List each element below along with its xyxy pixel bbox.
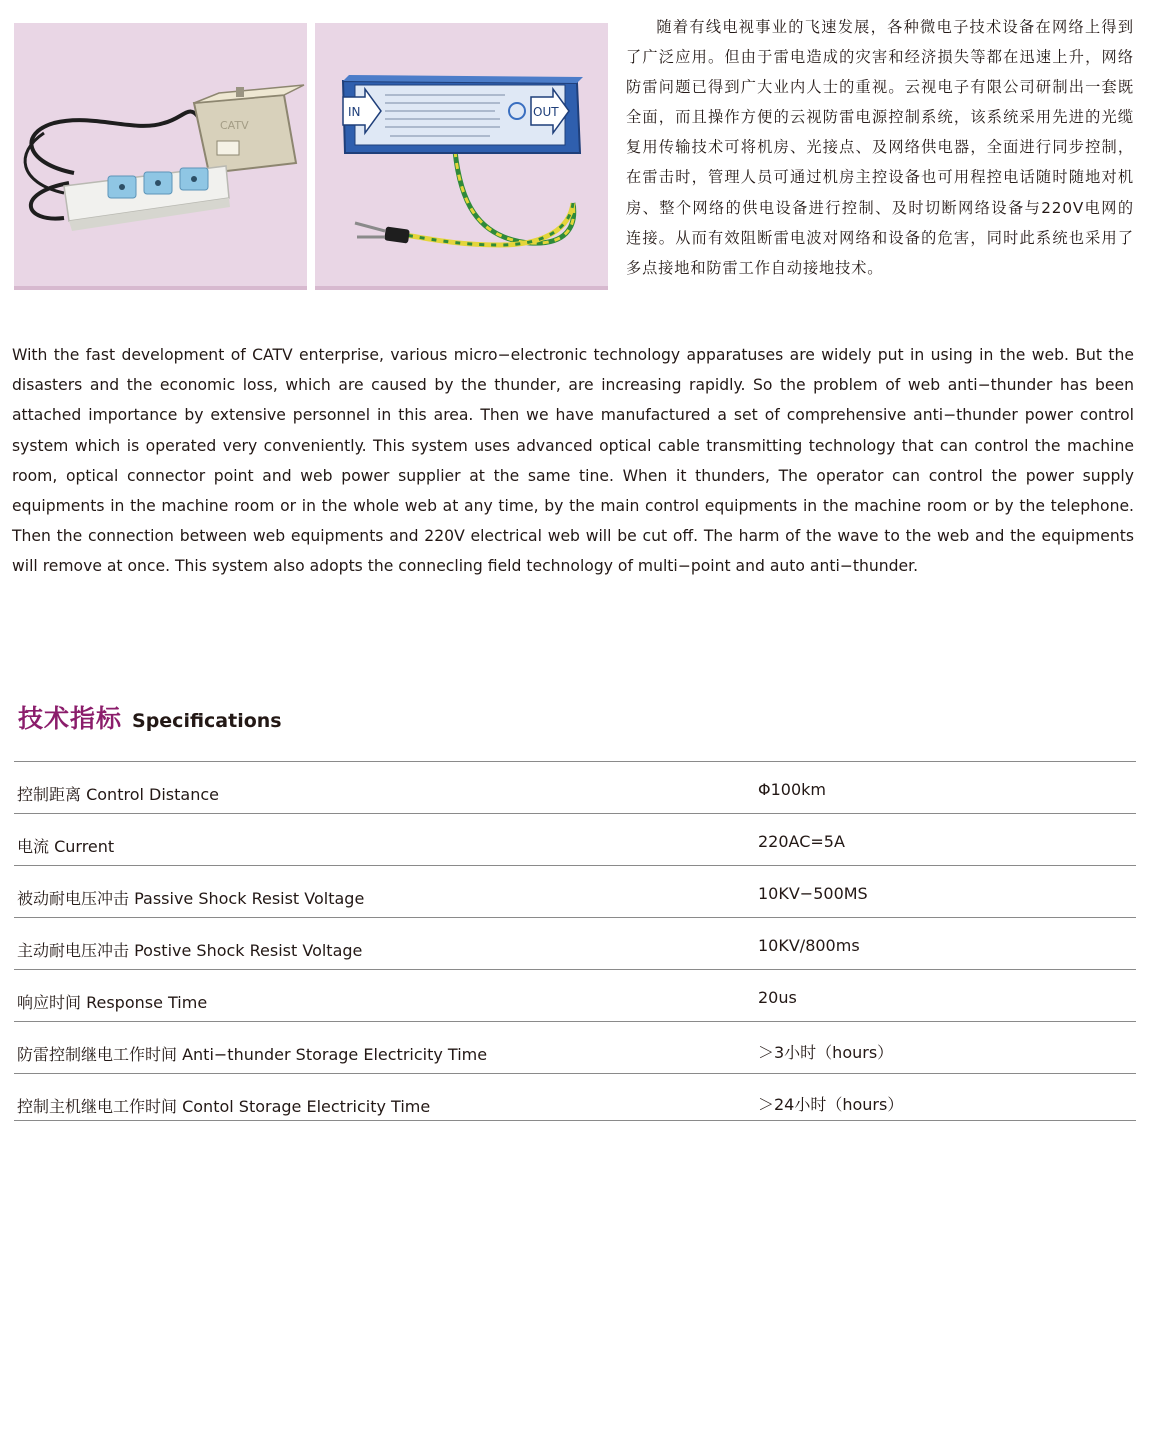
intro-english: With the fast development of CATV enterprise, various micro−electronic technology apparatuses are widely put in using in the web. But the disasters and the economic loss, which are caused by the thunder, are increasing rapidly. So the problem of web anti−thunder has been attached importance by extensive personnel in this area. Then we have manufactured a set of comprehensive anti−thunder power control system which is operated very conveniently. This system uses advanced optical cable transmitting technology that can control the machine room, optical connector point and web power supplier at the same tine. When it thunders, The operator can control the power supply equipments in the machine room or in the whole web at any time, by the main control equipments in the machine room or by the telephone. Then the connection between web equipments and 220V electrical web will be cut off. The harm of the wave to the web and the equipments will remove at once. This system also adopts the connecling field technology of multi−point and auto anti−thunder. [12, 346, 1134, 576]
spec-label: 防雷控制继电工作时间 Anti−thunder Storage Electricity Time [17, 1045, 488, 1064]
spec-row-control-storage [14, 1074, 1136, 1121]
spec-value: ＞3小时（hours） [758, 1043, 894, 1062]
control-box-illustration [14, 23, 307, 286]
spec-value: 10KV/800ms [758, 936, 860, 955]
spec-label: 主动耐电压冲击 Postive Shock Resist Voltage [17, 941, 363, 960]
spec-row-passive-shock [14, 866, 1136, 918]
specifications-table [14, 761, 1136, 1121]
spec-row-response-time [14, 970, 1136, 1022]
out-label: OUT [533, 105, 559, 119]
intro-chinese-text: 随着有线电视事业的飞速发展，各种微电子技术设备在网络上得到了广泛应用。但由于雷电造成的灾害和经济损失等都在迅速上升，网络防雷问题已得到广大业内人士的重视。云视电子有限公司研制出一套既全面，而且操作方便的云视防雷电源控制系统，该系统采用先进的光缆复用传输技术可将机房、光接点、及网络供电器，全面进行同步控制，在雷击时，管理人员可通过机房主控设备也可用程控电话随时随地对机房、整个网络的供电设备进行控制、及时切断网络设备与220V电网的连接。从而有效阻断雷电波对网络和设备的危害，同时此系统也采用了多点接地和防雷工作自动接地技术。 [626, 18, 1134, 277]
in-label: IN [348, 105, 361, 119]
spec-row-control-distance [14, 762, 1136, 814]
spec-label: 控制距离 Control Distance [17, 785, 219, 804]
specifications-heading-zh: 技术指标 [18, 704, 123, 733]
spec-row-anti-thunder-storage [14, 1022, 1136, 1074]
box-label: CATV [220, 119, 249, 132]
product-photo-protection-unit [315, 23, 608, 290]
protection-unit-illustration [315, 23, 608, 286]
spec-label: 控制主机继电工作时间 Contol Storage Electricity Time [17, 1097, 431, 1116]
intro-chinese [626, 12, 1134, 283]
specifications-heading-en: Specifications [132, 710, 282, 732]
spec-value: Φ100km [758, 780, 826, 799]
spec-label: 电流 Current [17, 837, 115, 856]
spec-value: 10KV−500MS [758, 884, 868, 903]
spec-label: 响应时间 Response Time [17, 993, 208, 1012]
product-photo-control-box [14, 23, 307, 290]
specifications-heading [18, 699, 282, 735]
spec-value: ＞24小时（hours） [758, 1095, 904, 1114]
spec-value: 220AC=5A [758, 832, 845, 851]
spec-row-current [14, 814, 1136, 866]
spec-value: 20us [758, 988, 797, 1007]
spec-row-active-shock [14, 918, 1136, 970]
spec-label: 被动耐电压冲击 Passive Shock Resist Voltage [17, 889, 365, 908]
